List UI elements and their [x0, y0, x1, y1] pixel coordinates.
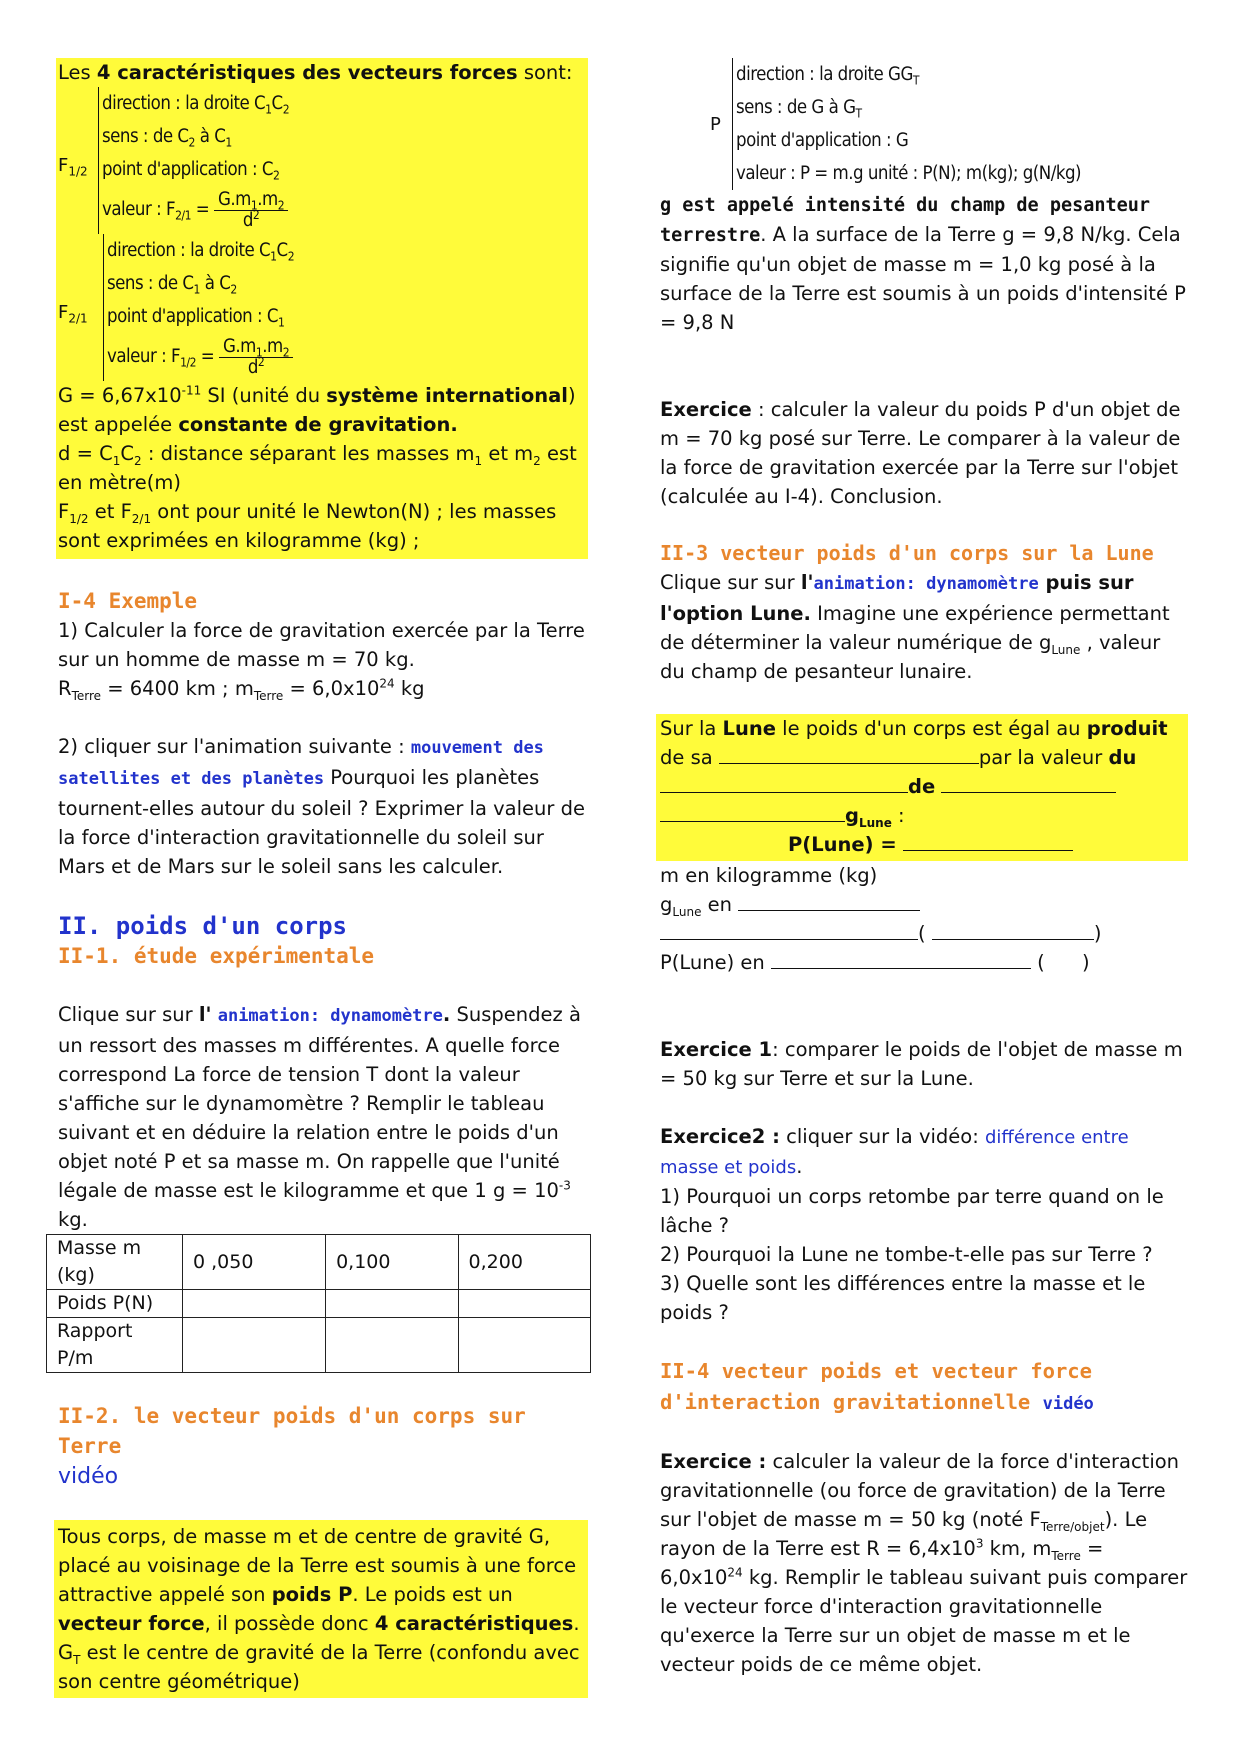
section-ii-heading: II. poids d'un corps	[58, 912, 347, 940]
moon-instructions: Clique sur sur l'animation: dynamomètre puis sur l'option Lune. Imagine une expérience permettant de déterminer la valeur numérique de $g_{Lune}$ , valeur du champ de pesanteur lunaire.	[660, 571, 1170, 683]
f21-direction: direction : la droite $C_1C_2$	[107, 240, 295, 264]
weight-vector-definition	[710, 58, 1190, 190]
section-ii1-heading: II-1. étude expérimentale	[58, 944, 375, 968]
g-unit-line: $g_{Lune}$ en	[660, 890, 1190, 919]
moon-section: II-3 vecteur poids d'un corps sur la Lune Clique sur sur l'animation: dynamomètre puis sur l'option Lune. Imagine une expérience permettant de déterminer la valeur numérique de $g_{Lune}$ , valeur du champ de pesanteur lunaire. Sur la Lune le poids d'un corps est égal au produit de sa par la valeur du de $g_{Lune}$ : P(Lune) = m en kilogramme (kg) $g_{Lune}$ en ( ) P(Lune) en ( )	[660, 539, 1190, 977]
weight-direction: direction : la droite $GG_T$	[736, 64, 919, 88]
vector-f21-definition	[58, 234, 586, 381]
mass-weight-table	[46, 1234, 591, 1373]
weight-vector-label: P	[710, 113, 721, 135]
blank-field[interactable]	[719, 743, 979, 764]
example-heading: I-4 Exemple	[58, 589, 198, 613]
section-ii2-heading: II-2. le vecteur poids d'un corps sur Terre vidéo	[58, 1404, 526, 1489]
exercise-2: Exercice2 : cliquer sur la vidéo: différence entre masse et poids. 1) Pourquoi un corps retombe par terre quand on le lâche ? 2) Pourquoi la Lune ne tombe-t-elle pas sur Terre ? 3) Quelle sont les différences entre la masse et le poids ?	[660, 1125, 1164, 1324]
f21-valeur: valeur : $F_{1/2}$ = $\frac{G.m_1.m_2}{d^2}$	[107, 333, 294, 381]
blank-field[interactable]	[903, 830, 1073, 851]
example-question-1: 1) Calculer la force de gravitation exercée par la Terre sur un homme de masse m = 70 kg.	[58, 619, 585, 671]
earth-data: $R_{Terre} = 6400$ km ; $m_{Terre} = 6,0x10^{24}$ kg	[58, 676, 425, 703]
mass-unit-line: m en kilogramme (kg)	[660, 864, 878, 887]
distance-definition: $d = C_1C_2$ : distance séparant les masses $m_1$ et $m_2$ est en mètre(m)	[58, 442, 577, 494]
weight-point: point d'application : G	[736, 130, 909, 151]
moon-dynamometer-link[interactable]: animation: dynamomètre	[813, 574, 1039, 594]
blank-field[interactable]	[932, 919, 1094, 940]
left-column	[58, 58, 588, 1698]
blank-field[interactable]	[660, 919, 918, 940]
units-definition: $F_{1/2}$ et $F_{2/1}$ ont pour unité le Newton(N) ; les masses sont exprimées en kilogramme (kg) ;	[58, 500, 557, 552]
f21-sens: sens : de $C_1$ à $C_2$	[107, 273, 237, 297]
plune-unit-line: P(Lune) en ( )	[660, 948, 1190, 977]
f21-point: point d'application : $C_1$	[107, 306, 285, 330]
weight-valeur: valeur : P = m.g unité : P(N); m(kg); g(N/kg)	[736, 163, 1082, 184]
satellites-animation-link[interactable]: mouvement des satellites et des planètes	[58, 738, 544, 789]
force-characteristics-box	[56, 58, 588, 559]
dynamometer-animation-link[interactable]: animation: dynamomètre	[217, 1006, 443, 1026]
example-question-2: 2) cliquer sur l'animation suivante : mouvement des satellites et des planètes Pourquoi les planètes tournent-elles autour du soleil ? Exprimer la valeur de la force d'interaction gravitationnelle du soleil sur Mars et de Mars sur le soleil sans les calculer.	[58, 735, 585, 878]
blank-field[interactable]	[738, 890, 920, 911]
blank-field[interactable]	[771, 948, 1031, 969]
blank-field[interactable]	[660, 801, 845, 822]
weight-section	[58, 910, 588, 1698]
exercise-1: Exercice 1: comparer le poids de l'objet de masse m = 50 kg sur Terre et sur la Lune.	[660, 1038, 1183, 1090]
vector-f12-label: $F_{1/2}$	[58, 155, 88, 179]
g-definition: g est appelé intensité du champ de pesanteur terrestre. A la surface de la Terre g = 9,8 N/kg. Cela signifie qu'un objet de masse m = 1,0 kg posé à la surface de la Terre est soumis à un poids d'intensité P = 9,8 N	[660, 195, 1186, 334]
section-ii3-heading: II-3 vecteur poids d'un corps sur la Lune	[660, 541, 1154, 565]
weight-sens: sens : de G à $G_T$	[736, 97, 862, 121]
moon-weight-box: Sur la Lune le poids d'un corps est égal au produit de sa par la valeur du de $g_{Lune}$ : P(Lune) =	[656, 714, 1188, 861]
f12-sens: sens : de $C_2$ à $C_1$	[102, 126, 232, 150]
vector-f12-definition	[58, 87, 586, 234]
exercise-3: Exercice : calculer la valeur de la force d'interaction gravitationnelle (ou force de gravitation) de la Terre sur l'objet de masse m = 50 kg (noté $F_{Terre/objet}$). Le rayon de la Terre est $R = 6,4x10^3$ km, $m_{Terre} = 6,0x10^{24}$ kg. Remplir le tableau suivant puis comparer le vecteur force d'interaction gravitationnelle qu'exerce la Terre sur un objet de masse m et le vecteur poids de ce même objet.	[660, 1450, 1188, 1676]
right-column	[660, 58, 1190, 1679]
ii4-video-link[interactable]: vidéo	[1042, 1394, 1094, 1414]
gravitation-constant: $G = 6,67x10^{-11}$ SI (unité du système international) est appelée constante de gravitation.	[58, 383, 576, 436]
experiment-instructions: Clique sur sur l' animation: dynamomètre. Suspendez à un ressort des masses m différentes. A quelle force correspond La force de tension T dont la valeur s'affiche sur le dynamomètre ? Remplir le tableau suivant et en déduire la relation entre le poids d'un objet noté P et sa masse m. On rappelle que l'unité légale de masse est le kilogramme et que 1 $g = 10^{-3}$ kg.	[58, 1003, 581, 1231]
section-ii4-heading: II-4 vecteur poids et vecteur force d'interaction gravitationnelle vidéo	[660, 1359, 1094, 1414]
characteristics-title: Les 4 caractéristiques des vecteurs forces sont:	[58, 61, 573, 84]
f12-valeur: valeur : $F_{2/1}$ = $\frac{G.m_1.m_2}{d^2}$	[102, 186, 289, 234]
blank-field[interactable]	[660, 772, 908, 793]
blank-field[interactable]	[941, 772, 1116, 793]
f12-direction: direction : la droite $C_1C_2$	[102, 93, 290, 117]
vector-f21-label: $F_{2/1}$	[58, 302, 88, 326]
table-row: Masse m (kg) 0 ,050 0,100 0,200	[47, 1235, 591, 1290]
f12-point: point d'application : $C_2$	[102, 159, 280, 183]
table-row: Rapport P/m	[47, 1318, 591, 1373]
table-row: Poids P(N)	[47, 1290, 591, 1318]
mass-weight-video-link[interactable]: différence entre masse et poids	[660, 1127, 1129, 1178]
weight-definition-box: Tous corps, de masse m et de centre de gravité G, placé au voisinage de la Terre est soumis à une force attractive appelé son poids P. Le poids est un vecteur force, il possède donc 4 caractéristiques. $G_T$ est le centre de gravité de la Terre (confondu avec son centre géométrique)	[54, 1520, 588, 1698]
example-section	[58, 587, 588, 881]
video-link[interactable]: vidéo	[58, 1464, 119, 1489]
exercise-weight: Exercice : calculer la valeur du poids P d'un objet de m = 70 kg posé sur Terre. Le comparer à la valeur de la force de gravitation exercée par la Terre sur l'objet (calculée au I-4). Conclusion.	[660, 398, 1181, 508]
